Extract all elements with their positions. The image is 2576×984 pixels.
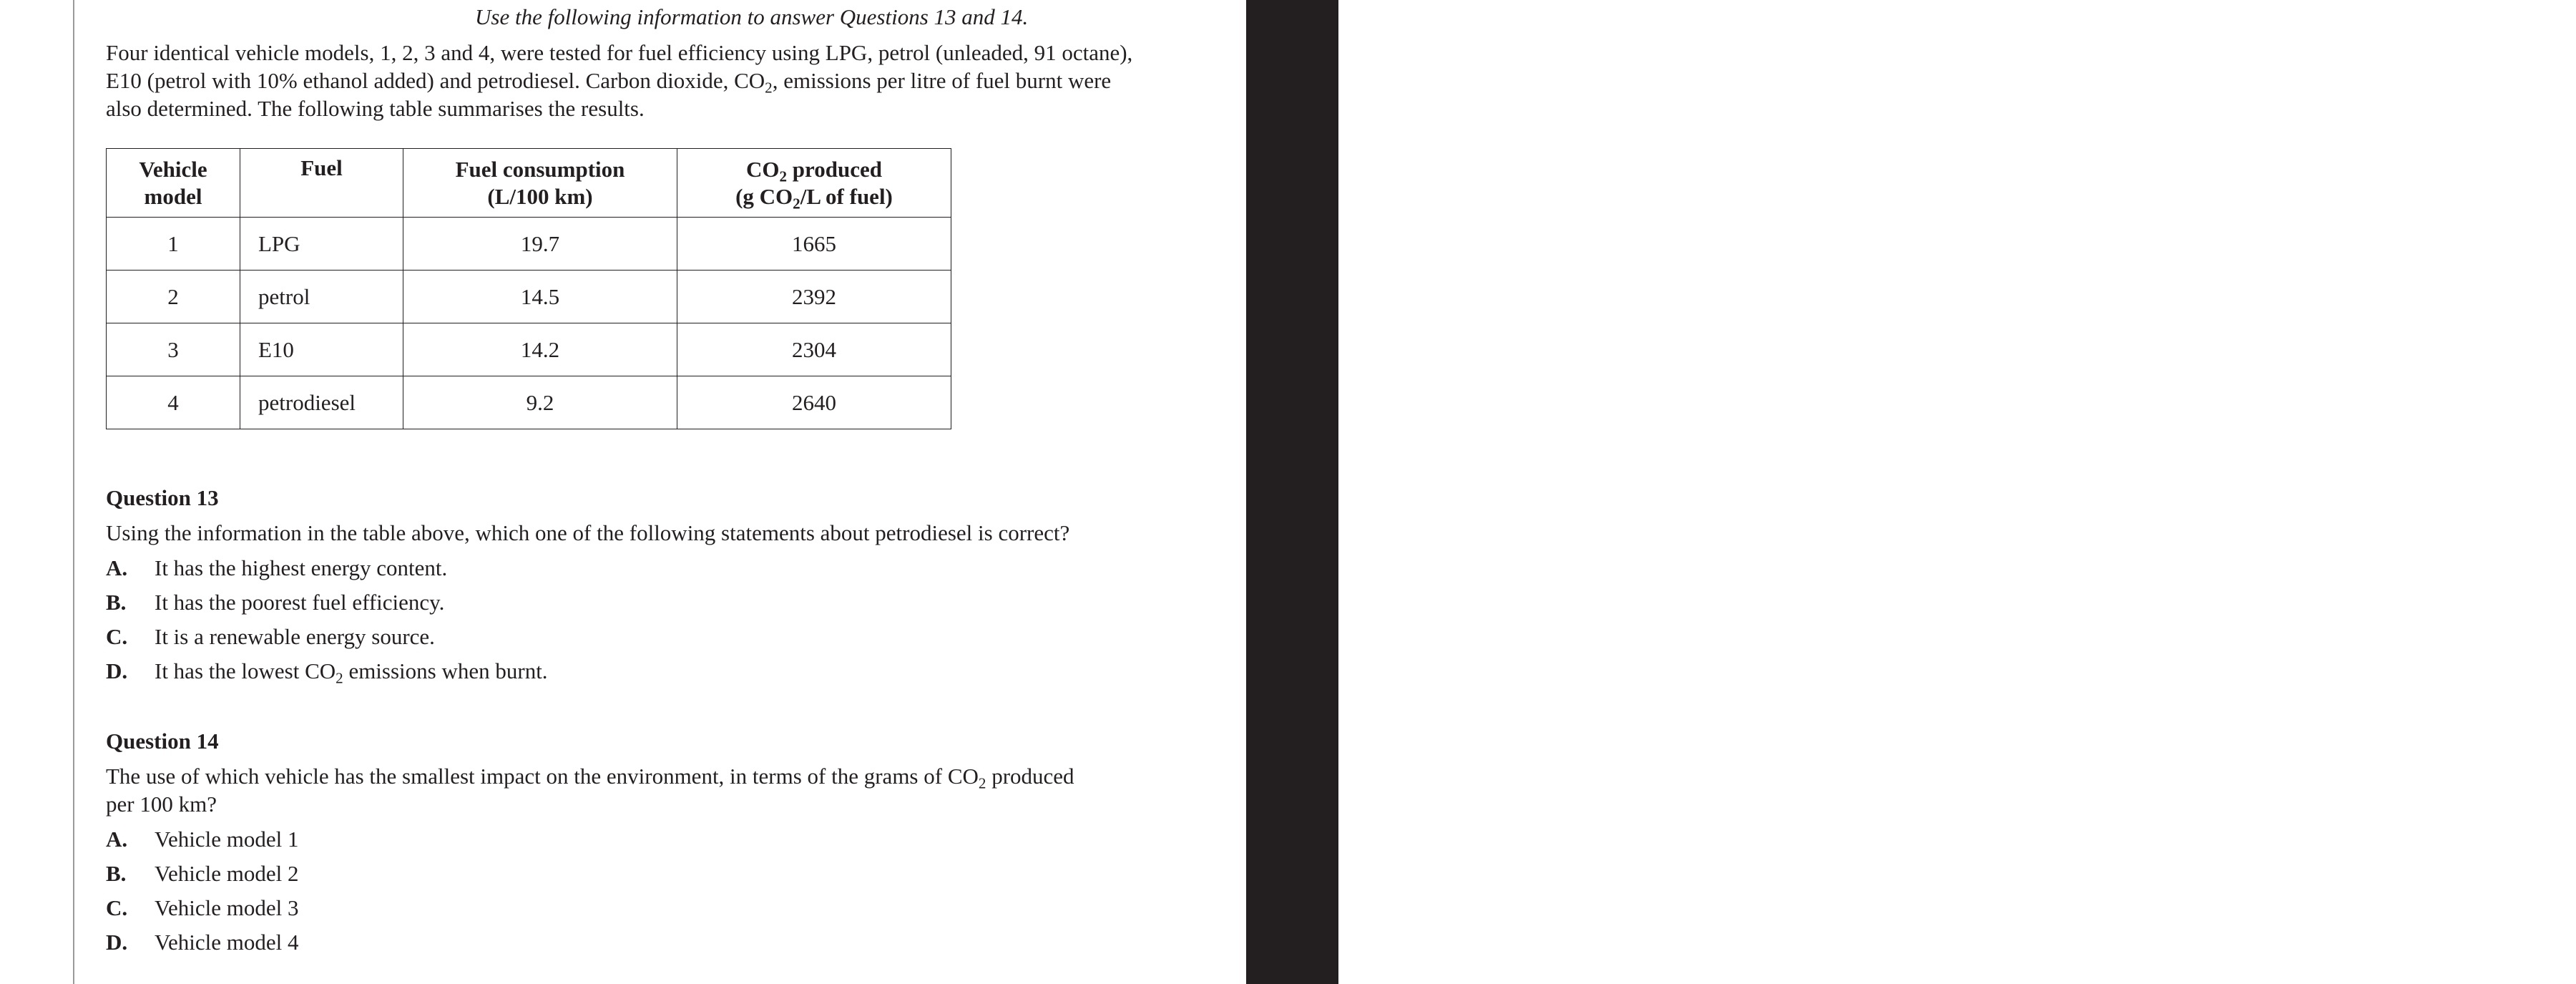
question-13-title: Question 13	[106, 485, 219, 510]
question-13	[106, 484, 1069, 688]
option-a[interactable]	[106, 822, 1074, 856]
question-14	[106, 727, 1074, 959]
option-text	[155, 657, 548, 685]
margin-warning: DO NOT WRITE IN THIS AREA	[2536, 276, 2576, 966]
header-co2-line-1	[746, 156, 882, 185]
option-text: It is a renewable energy source.	[155, 623, 435, 649]
header-co2-l1-a: CO	[746, 156, 780, 182]
co2-subscript: 2	[336, 668, 343, 686]
option-text: Vehicle model 1	[155, 826, 299, 852]
header-model-line-1: Vehicle	[139, 156, 207, 182]
header-co2-l1-sub: 2	[779, 167, 788, 185]
cell-fuel: petrol	[240, 271, 403, 323]
option-text: Vehicle model 3	[155, 895, 299, 920]
margin-strip	[1246, 0, 2576, 984]
page-border-line	[73, 0, 74, 984]
table-row	[107, 376, 951, 429]
table-row	[107, 218, 951, 271]
cell-consumption: 14.5	[403, 271, 677, 323]
cell-fuel: LPG	[240, 218, 403, 271]
option-letter: A.	[106, 555, 128, 580]
header-vehicle-model	[107, 149, 240, 218]
cell-consumption: 9.2	[403, 376, 677, 429]
option-letter: B.	[106, 589, 127, 615]
intro-line-3: also determined. The following table summarises the results.	[106, 96, 645, 121]
intro-heading: Use the following information to answer Questions 13 and 14.	[475, 4, 1029, 29]
header-co2-l2-a: (g CO	[735, 183, 793, 209]
cell-model: 1	[107, 218, 240, 271]
option-text: It has the poorest fuel efficiency.	[155, 589, 445, 615]
co2-subscript: 2	[978, 774, 986, 792]
question-14-stem-line-1	[106, 762, 1074, 790]
header-consumption-line-2: (L/100 km)	[487, 183, 593, 209]
option-text-part-1: It has the lowest CO	[155, 658, 336, 683]
header-fuel-label: Fuel	[300, 155, 343, 180]
cell-fuel: petrodiesel	[240, 376, 403, 429]
option-letter: D.	[106, 658, 128, 683]
option-d[interactable]	[106, 925, 1074, 959]
option-letter: C.	[106, 623, 128, 649]
header-fuel-consumption	[403, 149, 677, 218]
table-row	[107, 323, 951, 376]
option-b[interactable]	[106, 856, 1074, 890]
header-co2-l1-b: produced	[787, 156, 882, 182]
option-d[interactable]	[106, 653, 1069, 688]
header-co2-line-2	[735, 183, 893, 212]
option-letter: B.	[106, 860, 127, 886]
option-c[interactable]	[106, 619, 1069, 653]
cell-consumption: 19.7	[403, 218, 677, 271]
option-letter: D.	[106, 929, 128, 955]
option-letter: C.	[106, 895, 128, 920]
header-consumption-line-1: Fuel consumption	[455, 156, 625, 182]
header-model-line-2: model	[144, 183, 202, 209]
cell-co2: 2392	[677, 271, 951, 323]
option-text: It has the highest energy content.	[155, 555, 448, 580]
option-text: Vehicle model 4	[155, 929, 299, 955]
intro-line-1: Four identical vehicle models, 1, 2, 3 and 4, were tested for fuel efficiency using LPG, petrol (unleaded, 91 octane),	[106, 40, 1133, 65]
header-fuel	[240, 149, 403, 218]
intro-line-2	[106, 67, 1211, 97]
cell-model: 3	[107, 323, 240, 376]
stem-part-2: produced	[986, 764, 1074, 789]
question-14-title: Question 14	[106, 729, 219, 754]
cell-co2: 2640	[677, 376, 951, 429]
header-co2-l2-sub: 2	[793, 194, 800, 212]
cell-model: 2	[107, 271, 240, 323]
question-14-stem-line-2: per 100 km?	[106, 791, 217, 817]
results-table	[106, 148, 951, 429]
cell-fuel: E10	[240, 323, 403, 376]
option-text: Vehicle model 2	[155, 860, 299, 886]
option-c[interactable]	[106, 890, 1074, 925]
option-text-part-2: emissions when burnt.	[343, 658, 548, 683]
question-14-options	[106, 822, 1074, 959]
intro-line-2-part-2: , emissions per litre of fuel burnt were	[772, 68, 1112, 93]
cell-co2: 2304	[677, 323, 951, 376]
table-header-row	[107, 149, 951, 218]
table-row	[107, 271, 951, 323]
cell-co2: 1665	[677, 218, 951, 271]
intro-line-2-part-1: E10 (petrol with 10% ethanol added) and petrodiesel. Carbon dioxide, CO	[106, 68, 765, 93]
header-co2-produced	[677, 149, 951, 218]
intro-paragraph	[106, 39, 1211, 122]
option-a[interactable]	[106, 550, 1069, 585]
cell-consumption: 14.2	[403, 323, 677, 376]
question-13-options	[106, 550, 1069, 688]
cell-model: 4	[107, 376, 240, 429]
question-13-stem: Using the information in the table above, which one of the following statements about petrodiesel is correct?	[106, 520, 1070, 545]
option-b[interactable]	[106, 585, 1069, 619]
header-co2-l2-b: /L of fuel)	[800, 183, 893, 209]
stem-part-1: The use of which vehicle has the smallest impact on the environment, in terms of the grams of CO	[106, 764, 979, 789]
co2-subscript: 2	[765, 79, 773, 97]
option-letter: A.	[106, 826, 128, 852]
